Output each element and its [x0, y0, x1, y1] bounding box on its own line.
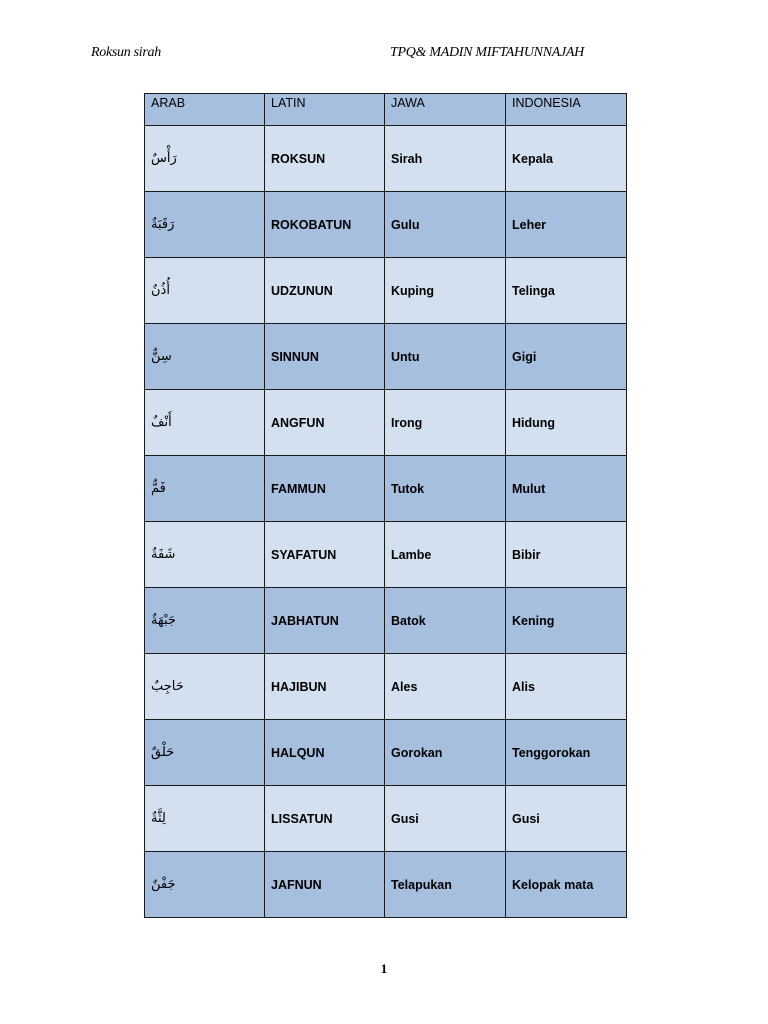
header-left-title: Roksun sirah	[91, 45, 161, 60]
table-row	[145, 852, 627, 918]
table-body	[145, 126, 627, 918]
cell-jawa: Irong	[385, 390, 506, 456]
cell-arab: سِنٌّ	[145, 324, 265, 390]
cell-indonesia: Mulut	[506, 456, 627, 522]
cell-jawa: Sirah	[385, 126, 506, 192]
cell-arab: لِثَّةٌ	[145, 786, 265, 852]
column-header-arab: ARAB	[145, 94, 265, 126]
cell-indonesia: Gusi	[506, 786, 627, 852]
cell-indonesia: Bibir	[506, 522, 627, 588]
cell-latin: SYAFATUN	[265, 522, 385, 588]
cell-jawa: Ales	[385, 654, 506, 720]
cell-indonesia: Kepala	[506, 126, 627, 192]
table-row	[145, 654, 627, 720]
cell-indonesia: Alis	[506, 654, 627, 720]
cell-arab: فَمٌّ	[145, 456, 265, 522]
cell-latin: ROKOBATUN	[265, 192, 385, 258]
cell-latin: ROKSUN	[265, 126, 385, 192]
cell-latin: UDZUNUN	[265, 258, 385, 324]
cell-latin: SINNUN	[265, 324, 385, 390]
cell-jawa: Gulu	[385, 192, 506, 258]
cell-jawa: Tutok	[385, 456, 506, 522]
cell-indonesia: Leher	[506, 192, 627, 258]
cell-jawa: Gusi	[385, 786, 506, 852]
cell-arab: رَقَبَةٌ	[145, 192, 265, 258]
table-row	[145, 126, 627, 192]
cell-latin: JAFNUN	[265, 852, 385, 918]
column-header-jawa: JAWA	[385, 94, 506, 126]
cell-jawa: Batok	[385, 588, 506, 654]
cell-latin: HAJIBUN	[265, 654, 385, 720]
cell-arab: أُذُنٌ	[145, 258, 265, 324]
cell-indonesia: Telinga	[506, 258, 627, 324]
cell-jawa: Telapukan	[385, 852, 506, 918]
cell-latin: JABHATUN	[265, 588, 385, 654]
cell-arab: حَلْقٌ	[145, 720, 265, 786]
table-header-row	[145, 94, 627, 126]
cell-indonesia: Hidung	[506, 390, 627, 456]
column-header-indonesia: INDONESIA	[506, 94, 627, 126]
cell-latin: FAMMUN	[265, 456, 385, 522]
table-row	[145, 786, 627, 852]
cell-latin: HALQUN	[265, 720, 385, 786]
table-row	[145, 720, 627, 786]
cell-latin: LISSATUN	[265, 786, 385, 852]
table-row	[145, 390, 627, 456]
table-row	[145, 324, 627, 390]
cell-jawa: Gorokan	[385, 720, 506, 786]
table-row	[145, 588, 627, 654]
vocabulary-table	[144, 93, 627, 918]
cell-latin: ANGFUN	[265, 390, 385, 456]
cell-jawa: Lambe	[385, 522, 506, 588]
cell-arab: حَاجِبٌ	[145, 654, 265, 720]
table-row	[145, 258, 627, 324]
page-number: 1	[380, 961, 388, 976]
cell-indonesia: Kelopak mata	[506, 852, 627, 918]
cell-indonesia: Gigi	[506, 324, 627, 390]
header-right-title: TPQ& MADIN MIFTAHUNNAJAH	[390, 45, 584, 60]
cell-arab: رَأْسٌ	[145, 126, 265, 192]
cell-arab: جَفْنٌ	[145, 852, 265, 918]
table-row	[145, 192, 627, 258]
table-row	[145, 522, 627, 588]
cell-indonesia: Tenggorokan	[506, 720, 627, 786]
cell-arab: شَفَةٌ	[145, 522, 265, 588]
cell-jawa: Untu	[385, 324, 506, 390]
cell-arab: جَبْهَةٌ	[145, 588, 265, 654]
cell-arab: أَنْفٌ	[145, 390, 265, 456]
cell-jawa: Kuping	[385, 258, 506, 324]
cell-indonesia: Kening	[506, 588, 627, 654]
column-header-latin: LATIN	[265, 94, 385, 126]
table-row	[145, 456, 627, 522]
